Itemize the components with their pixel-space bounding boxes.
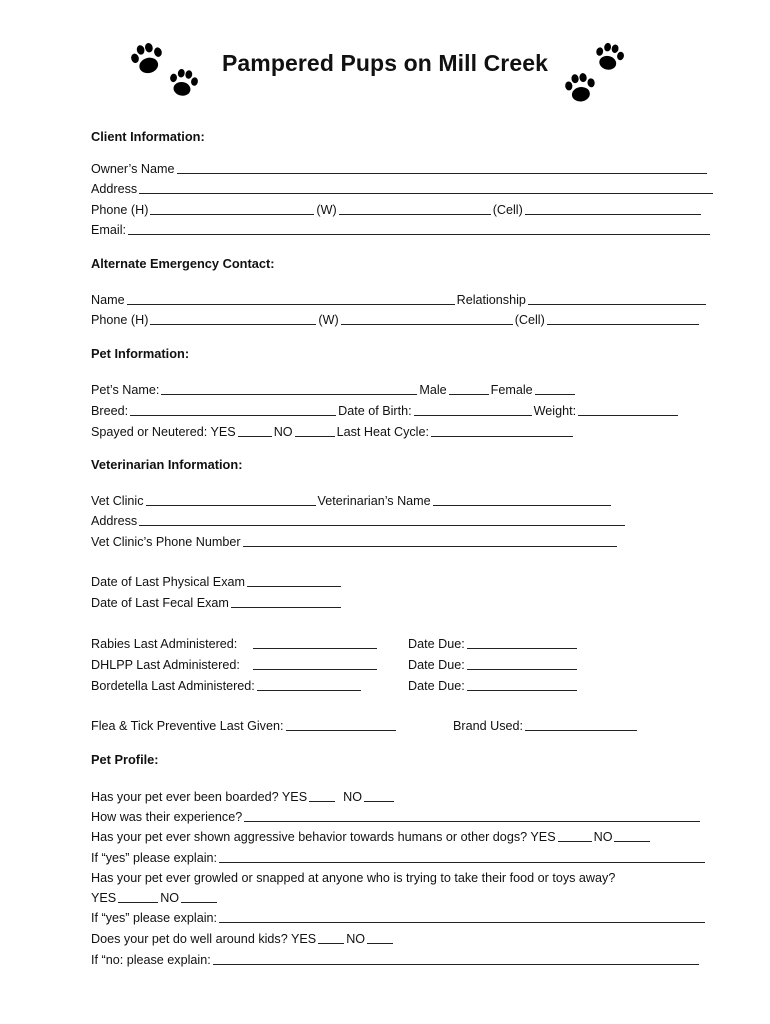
brand-label: Brand Used: bbox=[453, 719, 524, 733]
spayed-no-label: NO bbox=[273, 425, 293, 439]
emergency-name-field[interactable] bbox=[127, 292, 455, 305]
relationship-label: Relationship bbox=[456, 293, 526, 307]
growled-yes-label: YES bbox=[91, 891, 117, 905]
fecal-exam-field[interactable] bbox=[231, 595, 341, 608]
kids-explain-field[interactable] bbox=[213, 952, 699, 965]
address-label: Address bbox=[91, 182, 138, 196]
section-heading-profile: Pet Profile: bbox=[91, 752, 159, 767]
dhlpp-due-label: Date Due: bbox=[408, 658, 465, 672]
rabies-field[interactable] bbox=[253, 636, 377, 649]
boarded-yes-field[interactable] bbox=[309, 789, 335, 802]
emergency-phone-work-field[interactable] bbox=[341, 312, 513, 325]
email-field[interactable] bbox=[128, 222, 710, 235]
spayed-yes-field[interactable] bbox=[238, 424, 272, 437]
boarded-no-label: NO bbox=[343, 790, 362, 804]
fecal-exam-label: Date of Last Fecal Exam bbox=[91, 596, 229, 610]
breed-field[interactable] bbox=[130, 403, 336, 416]
phone-cell-label: (Cell) bbox=[492, 203, 523, 217]
growled-no-field[interactable] bbox=[181, 890, 217, 903]
emergency-phone-home-label: Phone (H) bbox=[91, 313, 149, 327]
growled-yes-field[interactable] bbox=[118, 890, 158, 903]
aggressive-no-label: NO bbox=[593, 830, 613, 844]
dob-field[interactable] bbox=[414, 403, 532, 416]
breed-label: Breed: bbox=[91, 404, 129, 418]
boarded-yes-label: Has your pet ever been boarded? YES bbox=[91, 790, 308, 804]
aggressive-explain-field[interactable] bbox=[219, 850, 705, 863]
aggressive-yes-field[interactable] bbox=[558, 829, 592, 842]
phone-work-field[interactable] bbox=[339, 202, 491, 215]
rabies-due-field[interactable] bbox=[467, 636, 577, 649]
kids-explain-label: If “no: please explain: bbox=[91, 953, 211, 967]
vet-name-label: Veterinarian’s Name bbox=[317, 494, 431, 508]
boarded-no-field[interactable] bbox=[364, 789, 394, 802]
physical-exam-label: Date of Last Physical Exam bbox=[91, 575, 245, 589]
section-heading-emergency: Alternate Emergency Contact: bbox=[91, 256, 275, 271]
male-label: Male bbox=[419, 383, 447, 397]
growled-explain-label: If “yes” please explain: bbox=[91, 911, 217, 925]
flea-tick-label: Flea & Tick Preventive Last Given: bbox=[91, 719, 284, 733]
kids-yes-field[interactable] bbox=[318, 931, 344, 944]
kids-no-field[interactable] bbox=[367, 931, 393, 944]
phone-home-field[interactable] bbox=[150, 202, 314, 215]
address-field[interactable] bbox=[139, 181, 713, 194]
flea-tick-field[interactable] bbox=[286, 718, 396, 731]
emergency-phone-work-label: (W) bbox=[318, 313, 339, 327]
heat-cycle-field[interactable] bbox=[431, 424, 573, 437]
page-title: Pampered Pups on Mill Creek bbox=[221, 50, 549, 76]
emergency-name-label: Name bbox=[91, 293, 125, 307]
dob-label: Date of Birth: bbox=[338, 404, 412, 418]
vet-clinic-label: Vet Clinic bbox=[91, 494, 144, 508]
section-heading-pet: Pet Information: bbox=[91, 346, 190, 361]
physical-exam-field[interactable] bbox=[247, 574, 341, 587]
dhlpp-due-field[interactable] bbox=[467, 657, 577, 670]
vet-address-field[interactable] bbox=[139, 513, 625, 526]
growled-no-label: NO bbox=[160, 891, 180, 905]
owner-name-label: Owner’s Name bbox=[91, 162, 175, 176]
dhlpp-label: DHLPP Last Administered: bbox=[91, 658, 240, 672]
emergency-phone-home-field[interactable] bbox=[150, 312, 316, 325]
emergency-phone-cell-field[interactable] bbox=[547, 312, 699, 325]
spayed-yes-label: Spayed or Neutered: YES bbox=[91, 425, 236, 439]
brand-field[interactable] bbox=[525, 718, 637, 731]
phone-home-label: Phone (H) bbox=[91, 203, 149, 217]
bordetella-field[interactable] bbox=[257, 678, 361, 691]
vet-phone-label: Vet Clinic’s Phone Number bbox=[91, 535, 241, 549]
aggressive-explain-label: If “yes” please explain: bbox=[91, 851, 217, 865]
bordetella-due-label: Date Due: bbox=[408, 679, 465, 693]
owner-name-field[interactable] bbox=[177, 161, 707, 174]
kids-yes-label: Does your pet do well around kids? YES bbox=[91, 932, 317, 946]
aggressive-yes-label: Has your pet ever shown aggressive behavior towards humans or other dogs? YES bbox=[91, 830, 556, 844]
section-heading-vet: Veterinarian Information: bbox=[91, 457, 243, 472]
weight-label: Weight: bbox=[533, 404, 577, 418]
phone-cell-field[interactable] bbox=[525, 202, 701, 215]
aggressive-no-field[interactable] bbox=[614, 829, 650, 842]
section-heading-client: Client Information: bbox=[91, 129, 205, 144]
experience-label: How was their experience? bbox=[91, 810, 243, 824]
male-field[interactable] bbox=[449, 382, 489, 395]
weight-field[interactable] bbox=[578, 403, 678, 416]
email-label: Email: bbox=[91, 223, 126, 237]
female-field[interactable] bbox=[535, 382, 575, 395]
experience-field[interactable] bbox=[244, 809, 700, 822]
bordetella-label: Bordetella Last Administered: bbox=[91, 679, 255, 693]
growled-explain-field[interactable] bbox=[219, 910, 705, 923]
vet-name-field[interactable] bbox=[433, 493, 611, 506]
spayed-no-field[interactable] bbox=[295, 424, 335, 437]
rabies-due-label: Date Due: bbox=[408, 637, 465, 651]
heat-cycle-label: Last Heat Cycle: bbox=[336, 425, 429, 439]
dhlpp-field[interactable] bbox=[253, 657, 377, 670]
pet-name-label: Pet’s Name: bbox=[91, 383, 160, 397]
pet-name-field[interactable] bbox=[161, 382, 417, 395]
emergency-phone-cell-label: (Cell) bbox=[514, 313, 545, 327]
phone-work-label: (W) bbox=[316, 203, 337, 217]
vet-clinic-field[interactable] bbox=[146, 493, 316, 506]
rabies-label: Rabies Last Administered: bbox=[91, 637, 238, 651]
vet-address-label: Address bbox=[91, 514, 138, 528]
female-label: Female bbox=[490, 383, 533, 397]
vet-phone-field[interactable] bbox=[243, 534, 617, 547]
growled-question: Has your pet ever growled or snapped at anyone who is trying to take their food or toys away? bbox=[91, 871, 616, 885]
kids-no-label: NO bbox=[346, 932, 366, 946]
bordetella-due-field[interactable] bbox=[467, 678, 577, 691]
relationship-field[interactable] bbox=[528, 292, 706, 305]
